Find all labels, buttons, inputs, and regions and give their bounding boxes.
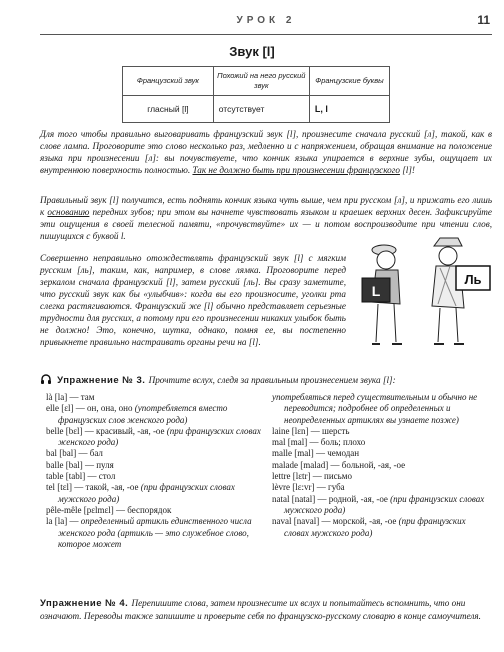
two-figures-illustration bbox=[350, 232, 498, 348]
exercise-4-label: Упражнение № 4. bbox=[40, 598, 129, 609]
vocab-entry bbox=[46, 403, 264, 426]
vocab-word: laine [lεn] bbox=[272, 425, 309, 436]
right-figure bbox=[432, 238, 464, 344]
vocab-note: (употребляется вместо французских слов женского рода) bbox=[58, 403, 228, 425]
vocab-word: bal [bal] bbox=[46, 448, 77, 459]
exercise-3-left-column bbox=[46, 392, 264, 550]
vocab-word: là [la] bbox=[46, 392, 68, 402]
paragraph-2-text-b: передних зубов; при этом вы начнете чувствовать языком и краешек верхних десен. Зафиксируйте эти ощущения в своей телесной памяти, «прочувствуйте» их — и потом воспроизводите при чтении слов, пишущихся с буквой l. bbox=[40, 207, 492, 241]
vocab-entry bbox=[272, 494, 490, 517]
sound-table bbox=[122, 66, 390, 123]
vocab-word: table [tabl] bbox=[46, 471, 86, 482]
vocab-entry bbox=[272, 471, 490, 482]
vocab-translation: — пуля bbox=[82, 459, 114, 470]
paragraph-1 bbox=[40, 128, 492, 176]
vocab-translation: — морской, -ая, -ое bbox=[319, 516, 399, 527]
exercise-3-right-column bbox=[272, 392, 490, 539]
vocab-translation: — письмо bbox=[310, 471, 352, 482]
vocab-entry bbox=[46, 460, 264, 471]
table-header-similar-russian: Похожий на него русский звук bbox=[213, 67, 309, 96]
sound-title: Звук [l] bbox=[229, 44, 275, 59]
vocab-word: balle [bal] bbox=[46, 459, 83, 470]
vocab-note: (при французских словах мужского рода) bbox=[58, 482, 235, 504]
vocab-translation: — чемодан bbox=[313, 448, 360, 459]
vocab-word: belle [bεl] bbox=[46, 425, 83, 436]
exercise-3-label: Упражнение № 3. bbox=[57, 375, 146, 386]
vocab-word: malade [malad] bbox=[272, 459, 329, 470]
vocab-entry bbox=[272, 516, 490, 539]
vocab-translation: — больной, -ая, -ое bbox=[328, 459, 406, 470]
vocab-word: naval [naval] bbox=[272, 516, 320, 527]
vocab-translation: — шерсть bbox=[308, 425, 350, 436]
exercise-3-heading bbox=[40, 373, 492, 388]
vocab-word: tel [tεl] bbox=[46, 482, 73, 493]
vocab-entry bbox=[46, 505, 264, 516]
exercise-4-heading bbox=[40, 597, 492, 623]
paragraph-3 bbox=[40, 252, 346, 348]
vocab-translation: — бал bbox=[76, 448, 103, 459]
vocab-note: (при французских словах мужского рода) bbox=[284, 493, 485, 515]
vocab-entry bbox=[272, 460, 490, 471]
vocab-word: mal [mal] bbox=[272, 437, 308, 448]
vocab-entry bbox=[272, 437, 490, 448]
vocab-translation: — губа bbox=[314, 482, 345, 493]
vocab-word: lèvre [lε:vr] bbox=[272, 482, 315, 493]
vocab-entry bbox=[46, 448, 264, 459]
left-sign-letter: L bbox=[371, 283, 381, 299]
vocab-translation: — родной, -ая, -ое bbox=[315, 493, 391, 504]
paragraph-2-underlined: основанию bbox=[47, 207, 90, 217]
vocab-entry bbox=[46, 482, 264, 505]
vocab-entry bbox=[46, 392, 264, 403]
vocab-translation: — bbox=[67, 516, 81, 527]
headphones-icon bbox=[40, 373, 52, 388]
vocab-entry bbox=[46, 516, 264, 550]
vocab-word: elle [εl] bbox=[46, 403, 74, 414]
vocab-note: определенный артикль единственного числа женского рода (артикль — это служебное слово, которое может bbox=[58, 516, 252, 549]
page-header bbox=[40, 12, 492, 35]
lesson-label: УРОК 2 bbox=[236, 15, 296, 26]
vocab-translation: — стол bbox=[85, 471, 116, 482]
table-header-french-letters: Французские буквы bbox=[309, 67, 389, 96]
vocab-entry bbox=[272, 392, 490, 426]
vocab-word: natal [natal] bbox=[272, 493, 316, 504]
vocab-entry bbox=[46, 426, 264, 449]
vocab-translation: — он, она, оно bbox=[73, 403, 135, 414]
vocab-entry bbox=[272, 448, 490, 459]
vocab-translation: — беспорядок bbox=[113, 504, 172, 515]
table-header-french-sound: Французский звук bbox=[123, 67, 214, 96]
vocab-translation: — там bbox=[67, 392, 95, 402]
page-number: 11 bbox=[477, 13, 490, 27]
vocab-entry bbox=[272, 482, 490, 493]
vocab-word: lettre [lεtr] bbox=[272, 471, 311, 482]
paragraph-1-underlined: Так не должно быть при произнесении французского bbox=[192, 165, 400, 175]
vocab-translation: — такой, -ая, -ое bbox=[72, 482, 141, 493]
table-cell-russian: отсутствует bbox=[213, 96, 309, 123]
paragraph-1-text: Для того чтобы правильно выговаривать французский звук [l], произнесите сначала русский [л], такой, как в слове лампа. Проговорите это слово несколько раз, медленно и с напряжением, обращая внимание на положение языка при произнесении [л]: вы почувствуете, что кончик языка упирается в верхние зубы, ощущает их внутреннюю поверхность полностью. bbox=[40, 129, 492, 175]
paragraph-1-end: [l]! bbox=[399, 165, 415, 175]
vocab-entry bbox=[272, 426, 490, 437]
vocab-note: (при французских словах мужского рода) bbox=[284, 516, 466, 538]
paragraph-2-text-a: Правильный звук [l] получится, есть поднять кончик языка чуть выше, чем при русском [л], и прижать его лишь к bbox=[40, 195, 492, 217]
vocab-translation: — боль; плохо bbox=[307, 437, 366, 448]
vocab-note: употребляться перед существительным и обычно не переводится; подробнее об определенных и неопределенных артиклях вы узнаете позже) bbox=[272, 392, 478, 425]
exercise-4-instruction: Перепишите слова, затем произнесите их вслух и попытайтесь вспомнить, что они означают. Переводы также запишите и проверьте себя по французско-русскому словарю в конце самоучителя. bbox=[40, 598, 481, 621]
right-sign-letters: Ль bbox=[464, 272, 482, 287]
exercise-3-instruction: Прочтите вслух, следя за правильным произнесением звука [l]: bbox=[148, 375, 396, 385]
table-cell-sound: гласный [l] bbox=[123, 96, 214, 123]
table-cell-letters: L, l bbox=[309, 96, 389, 123]
vocab-entry bbox=[46, 471, 264, 482]
vocab-word: la [la] bbox=[46, 516, 68, 527]
vocab-word: malle [mal] bbox=[272, 448, 314, 459]
vocab-word: pêle-mêle [pεlmεl] bbox=[46, 504, 114, 515]
paragraph-3-text: Совершенно неправильно отождествлять французский звук [l] с мягким русским [ль], таким, как, например, в слове лямка. Проговорите перед зеркалом сначала французский [l], затем русский [ль]. Вы сразу заметите, что русский звук как бы «улыбчив»: когда вы его произносите, уголки рта слегка растягиваются. Французский же [l] обычно представляет серьезные трудности для русских, а потому при его произнесении никаких улыбок быть не должно! Это, конечно, шутка, однако, помня ее, вы постепенно привыкнете правильно настраивать органы речи на [l]. bbox=[40, 253, 346, 347]
vocab-note: (при французских словах женского рода) bbox=[58, 425, 261, 448]
vocab-translation: — красивый, -ая, -ое bbox=[82, 425, 167, 436]
